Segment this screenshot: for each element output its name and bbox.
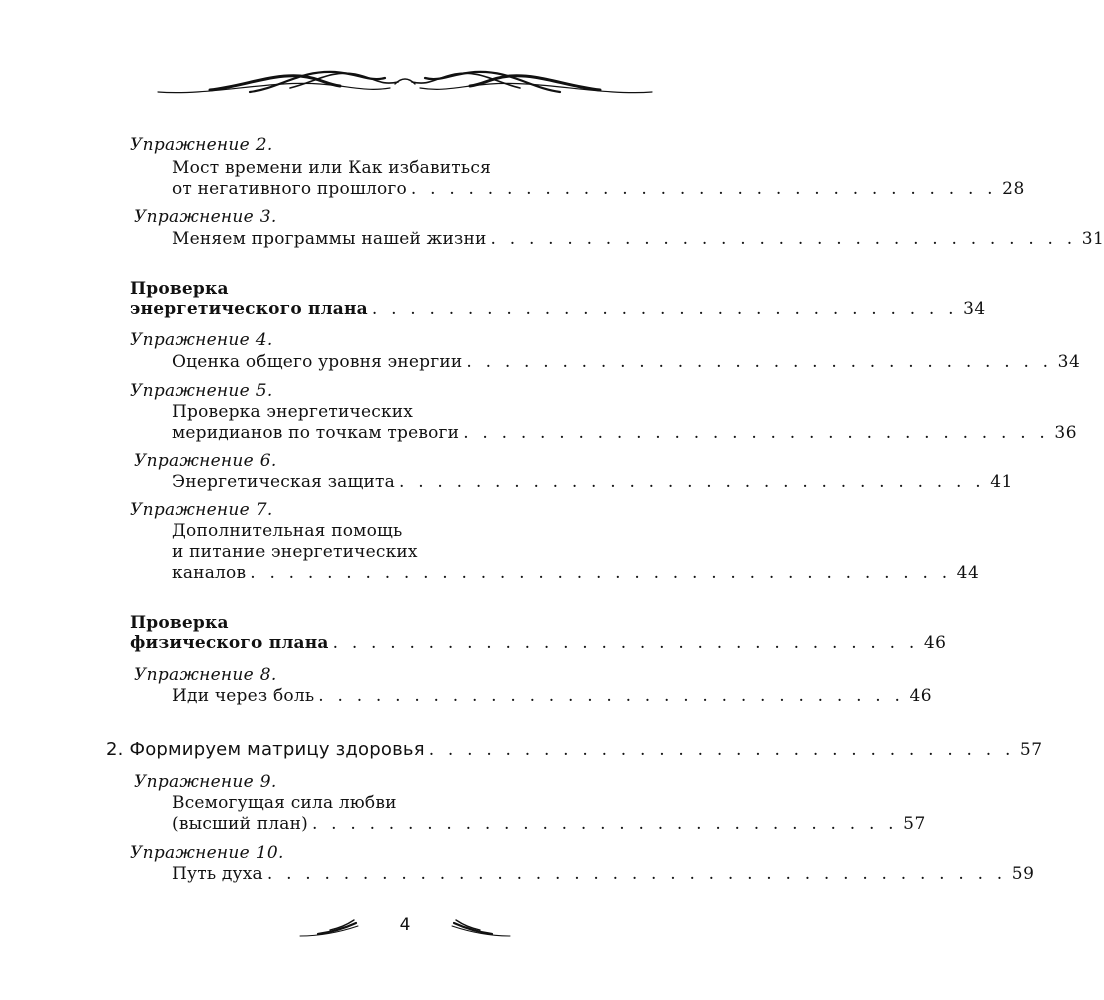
toc-exercise-10-entry[interactable] [172, 863, 1035, 885]
exercise-title: Проверка энергетических [172, 402, 414, 422]
toc-exercise-3-entry[interactable] [172, 228, 1104, 250]
toc-exercise-5-label-row [130, 380, 710, 402]
exercise-title: и питание энергетических [172, 542, 418, 562]
dot-leader: . . . . . . . . . . . . . . . . . . . . . . . . . . . . . . . . . . . . . . . [266, 864, 1007, 884]
toc-exercise-8-label-row [134, 664, 710, 686]
exercise-label: Упражнение 5. [130, 381, 273, 401]
toc-exercise-4-entry[interactable] [172, 351, 1081, 373]
exercise-label: Упражнение 6. [134, 451, 277, 471]
dot-leader: . . . . . . . . . . . . . . . . . . . . . . . . . . . . . . . . . . . . . [250, 563, 952, 583]
page-number: 57 [1019, 740, 1043, 760]
toc-exercise-4-label-row [130, 329, 710, 351]
dot-leader: . . . . . . . . . . . . . . . . . . . . . . . . . . . . . . . [371, 299, 958, 319]
toc-exercise-5-title-row [172, 401, 710, 423]
exercise-title: меридианов по точкам тревоги [172, 423, 460, 443]
page-number: 31 [1081, 229, 1104, 249]
dot-leader: . . . . . . . . . . . . . . . . . . . . . . . . . . . . . . . [398, 472, 985, 492]
toc-exercise-8-entry[interactable] [172, 685, 933, 707]
toc-exercise-2-title-row [172, 157, 710, 179]
toc-exercise-9-title-row [172, 792, 710, 814]
toc-exercise-3-label-row [134, 206, 710, 228]
exercise-title: Мост времени или Как избавиться [172, 158, 491, 178]
toc-chapter-2-entry[interactable] [106, 739, 1043, 761]
chapter-title: 2. Формируем матрицу здоровья [106, 739, 425, 760]
exercise-label: Упражнение 7. [130, 500, 273, 520]
exercise-label: Упражнение 4. [130, 330, 273, 350]
page-number: 34 [963, 299, 986, 319]
toc-section-physical-entry[interactable] [130, 632, 947, 654]
dot-leader: . . . . . . . . . . . . . . . . . . . . . . . . . . . . . . . [466, 352, 1053, 372]
page-number: 59 [1011, 864, 1035, 884]
dot-leader: . . . . . . . . . . . . . . . . . . . . . . . . . . . . . . . [410, 179, 997, 199]
page-number: 36 [1054, 423, 1078, 443]
toc-exercise-9-label-row [134, 771, 710, 793]
toc-exercise-7-title-row-2 [172, 541, 710, 563]
page-number: 46 [923, 633, 947, 653]
exercise-title: Меняем программы нашей жизни [172, 229, 487, 249]
toc-exercise-7-label-row [130, 499, 710, 521]
exercise-title: Путь духа [172, 864, 263, 884]
toc-section-physical-title-row [130, 612, 710, 634]
section-title: физического плана [130, 633, 329, 653]
toc-exercise-9-entry[interactable] [172, 813, 926, 835]
toc-exercise-10-label-row [130, 842, 710, 864]
dot-leader: . . . . . . . . . . . . . . . . . . . . . . . . . . . . . . . [311, 814, 898, 834]
toc-exercise-5-entry[interactable] [172, 422, 1078, 444]
exercise-label: Упражнение 9. [134, 772, 277, 792]
page-number: 41 [990, 472, 1013, 492]
dot-leader: . . . . . . . . . . . . . . . . . . . . . . . . . . . . . . . [318, 686, 905, 706]
page-number: 34 [1057, 352, 1081, 372]
exercise-title: Дополнительная помощь [172, 521, 403, 541]
exercise-label: Упражнение 10. [130, 843, 284, 863]
page-number: 44 [956, 563, 980, 583]
dot-leader: . . . . . . . . . . . . . . . . . . . . . . . . . . . . . . . [463, 423, 1050, 443]
toc-exercise-6-label-row [134, 450, 710, 472]
page-number: 46 [909, 686, 933, 706]
toc-exercise-7-entry[interactable] [172, 562, 980, 584]
toc-exercise-2-label-row [130, 134, 710, 156]
page-number: 57 [903, 814, 926, 834]
dot-leader: . . . . . . . . . . . . . . . . . . . . . . . . . . . . . . . [332, 633, 919, 653]
section-title: Проверка [130, 279, 229, 299]
exercise-title: Оценка общего уровня энергии [172, 352, 463, 372]
section-title: энергетического плана [130, 299, 368, 319]
exercise-label: Упражнение 2. [130, 135, 273, 155]
section-title: Проверка [130, 613, 229, 633]
page-number-footer: 4 [399, 915, 411, 935]
dot-leader: . . . . . . . . . . . . . . . . . . . . . . . . . . . . . . . [428, 740, 1015, 760]
exercise-label: Упражнение 8. [134, 665, 277, 685]
dot-leader: . . . . . . . . . . . . . . . . . . . . . . . . . . . . . . . [490, 229, 1077, 249]
exercise-label: Упражнение 3. [134, 207, 277, 227]
exercise-title: каналов [172, 563, 247, 583]
exercise-title: (высший план) [172, 814, 308, 834]
page-number: 28 [1002, 179, 1025, 199]
toc-exercise-2-entry[interactable] [172, 178, 1025, 200]
exercise-title: Иди через боль [172, 686, 315, 706]
exercise-title: Энергетическая защита [172, 472, 395, 492]
exercise-title: Всемогущая сила любви [172, 793, 397, 813]
toc-section-energy-entry[interactable] [130, 298, 986, 320]
toc-exercise-6-entry[interactable] [172, 471, 1013, 493]
toc-section-energy-title-row [130, 278, 710, 300]
exercise-title: от негативного прошлого [172, 179, 407, 199]
toc-exercise-7-title-row-1 [172, 520, 710, 542]
